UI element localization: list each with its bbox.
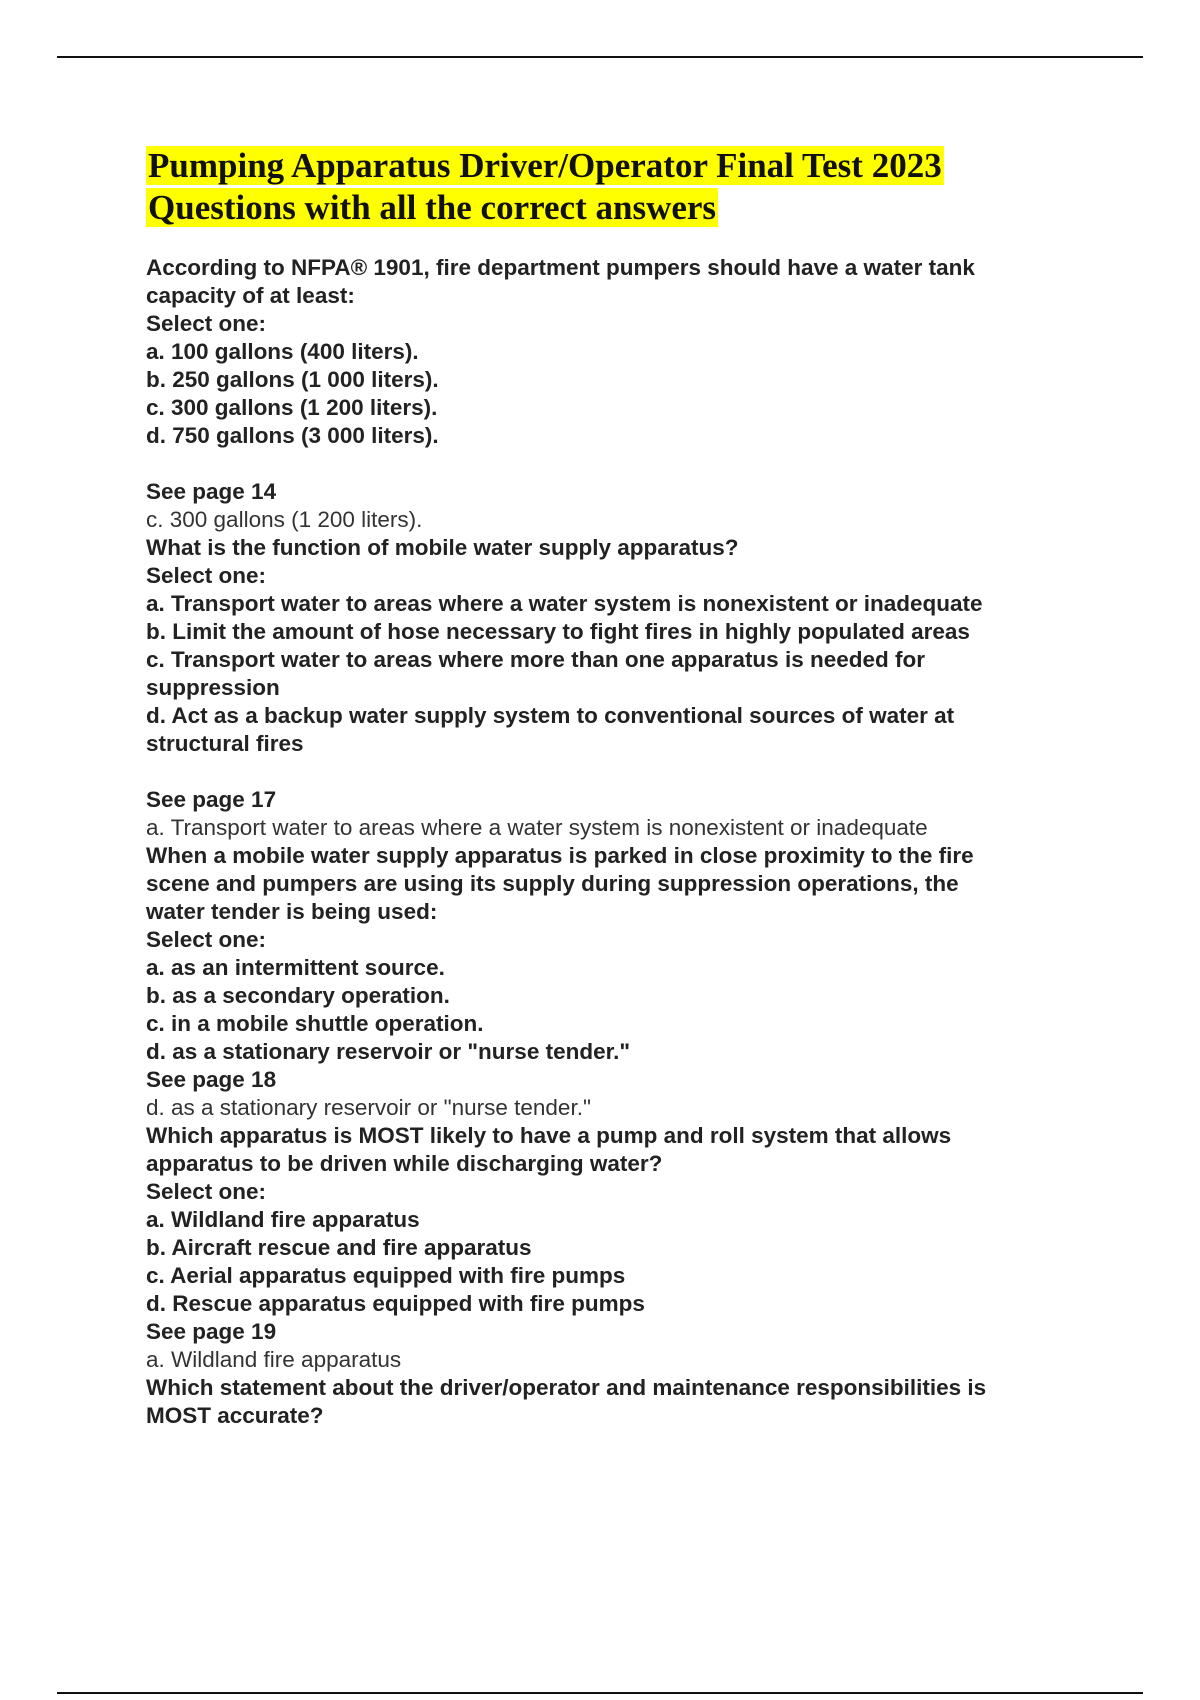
see-page-reference: See page 19: [146, 1319, 277, 1344]
correct-answer: d. as a stationary reservoir or "nurse tender.": [146, 1095, 591, 1120]
correct-answer: c. 300 gallons (1 200 liters).: [146, 507, 423, 532]
question-1: [146, 254, 1066, 534]
bottom-rule: [57, 1692, 1143, 1694]
question-text: MOST accurate?: [146, 1403, 324, 1428]
option-d-continued: structural fires: [146, 731, 304, 756]
correct-answer: a. Transport water to areas where a water system is nonexistent or inadequate: [146, 815, 928, 840]
option-d: d. Act as a backup water supply system to conventional sources of water at: [146, 703, 955, 728]
option-d: d. Rescue apparatus equipped with fire pumps: [146, 1291, 645, 1316]
question-text: Which statement about the driver/operator and maintenance responsibilities is: [146, 1375, 987, 1400]
see-page-reference: See page 14: [146, 479, 277, 504]
question-text: When a mobile water supply apparatus is parked in close proximity to the fire: [146, 843, 974, 868]
document-content: [146, 145, 1066, 1430]
select-one-label: Select one:: [146, 563, 267, 588]
option-b: b. as a secondary operation.: [146, 983, 450, 1008]
option-b: b. Aircraft rescue and fire apparatus: [146, 1235, 532, 1260]
question-text: capacity of at least:: [146, 283, 355, 308]
top-rule: [57, 56, 1143, 58]
option-b: b. Limit the amount of hose necessary to fight fires in highly populated areas: [146, 619, 970, 644]
option-b: b. 250 gallons (1 000 liters).: [146, 367, 439, 392]
option-c-continued: suppression: [146, 675, 280, 700]
title-line-2: Questions with all the correct answers: [148, 188, 717, 227]
option-a: a. Transport water to areas where a water system is nonexistent or inadequate: [146, 591, 983, 616]
question-3: [146, 842, 1066, 1122]
correct-answer: a. Wildland fire apparatus: [146, 1347, 402, 1372]
option-a: a. Wildland fire apparatus: [146, 1207, 420, 1232]
see-page-reference: See page 18: [146, 1067, 277, 1092]
option-c: c. in a mobile shuttle operation.: [146, 1011, 484, 1036]
question-text: water tender is being used:: [146, 899, 438, 924]
question-5: [146, 1374, 1066, 1430]
title-line-1: Pumping Apparatus Driver/Operator Final Test 2023: [148, 146, 942, 185]
select-one-label: Select one:: [146, 311, 267, 336]
questions-body: [146, 254, 1066, 1430]
select-one-label: Select one:: [146, 927, 267, 952]
question-text: scene and pumpers are using its supply during suppression operations, the: [146, 871, 959, 896]
option-c: c. 300 gallons (1 200 liters).: [146, 395, 438, 420]
option-c: c. Transport water to areas where more than one apparatus is needed for: [146, 647, 925, 672]
question-text: What is the function of mobile water supply apparatus?: [146, 535, 739, 560]
option-d: d. as a stationary reservoir or "nurse tender.": [146, 1039, 631, 1064]
question-4: [146, 1122, 1066, 1374]
option-a: a. 100 gallons (400 liters).: [146, 339, 419, 364]
question-text: apparatus to be driven while discharging water?: [146, 1151, 663, 1176]
question-text: Which apparatus is MOST likely to have a pump and roll system that allows: [146, 1123, 952, 1148]
select-one-label: Select one:: [146, 1179, 267, 1204]
option-a: a. as an intermittent source.: [146, 955, 445, 980]
see-page-reference: See page 17: [146, 787, 277, 812]
document-title: [146, 145, 1066, 229]
question-text: According to NFPA® 1901, fire department pumpers should have a water tank: [146, 255, 975, 280]
question-2: [146, 534, 1066, 842]
option-d: d. 750 gallons (3 000 liters).: [146, 423, 439, 448]
option-c: c. Aerial apparatus equipped with fire pumps: [146, 1263, 626, 1288]
